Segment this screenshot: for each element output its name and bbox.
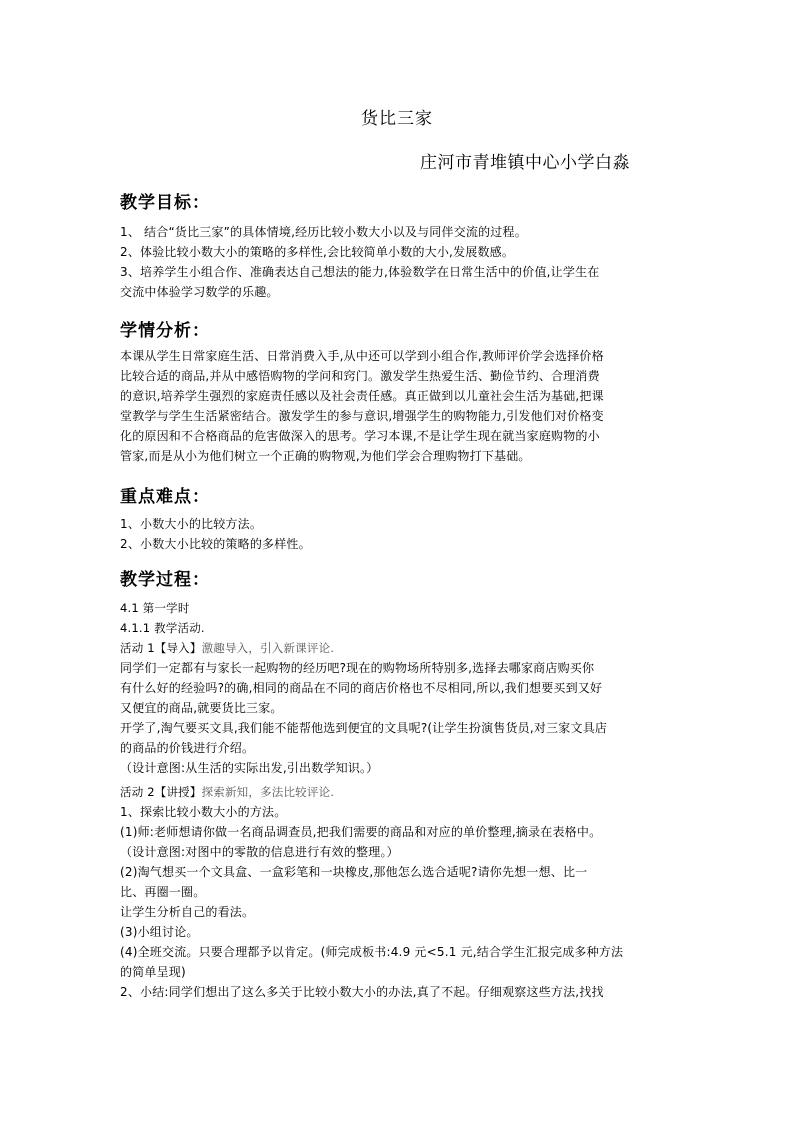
key-points-heading: 重点难点：: [120, 487, 210, 507]
key-point-line: 2、小数大小比较的策略的多样性。: [120, 537, 311, 551]
analysis-line: 堂教学与学生生活紧密结合。激发学生的参与意识,增强学生的购物能力,引发他们对价格变: [120, 409, 604, 423]
analysis-line: 比较合适的商品,并从中感悟购物的学问和窍门。激发学生热爱生活、勤俭节约、合理消费: [120, 369, 600, 383]
activity-1-tag: 激趣导入，引入新课评论.: [201, 641, 335, 655]
goals-line: 交流中体验学习数学的乐趣。: [120, 285, 279, 299]
activity-1-prefix: 活动 1【导入】: [120, 641, 202, 655]
activity-2-line: 2、小结:同学们想出了这么多关于比较小数大小的办法,真了不起。仔细观察这些方法,找找: [120, 985, 604, 999]
activity-2-line: 1、探索比较小数大小的方法。: [120, 805, 287, 819]
activity-2-body: [120, 802, 680, 1002]
activity-1-line: （设计意图:从生活的实际出发,引出数学知识。）: [120, 761, 379, 775]
analysis-heading: 学情分析：: [120, 321, 210, 341]
activity-2-line: (1)师:老师想请你做一名商品调查员,把我们需要的商品和对应的单价整理,摘录在表格中。: [120, 825, 602, 839]
activity-2-line: (2)淘气想买一个文具盒、一盒彩笔和一块橡皮,那他怎么选合适呢?请你先想一想、比一: [120, 865, 588, 879]
goals-heading: 教学目标：: [120, 193, 210, 213]
analysis-line: 管家,而是从小为他们树立一个正确的购物观,为他们学会合理购物打下基础。: [120, 449, 531, 463]
analysis-line: 的意识,培养学生强烈的家庭责任感以及社会责任感。真正做到以儿童社会生活为基础,把课: [120, 389, 604, 403]
activity-2-line: (3)小组讨论。: [120, 925, 199, 939]
document-title: 货比三家: [361, 109, 433, 129]
goals-line: 2、体验比较小数大小的策略的多样性,会比较简单小数的大小,发展数感。: [120, 245, 515, 259]
activity-number: 4.1.1 教学活动.: [120, 621, 205, 635]
lesson-number: 4.1 第一学时: [120, 601, 190, 615]
activity-2-tag: 探索新知，多法比较评论.: [201, 785, 335, 799]
activity-2-line: （设计意图:对图中的零散的信息进行有效的整理。）: [120, 845, 399, 859]
activity-2-line: 让学生分析自己的看法。: [120, 905, 255, 919]
activity-2-line: (4)全班交流。只要合理都予以肯定。(师完成板书:4.9 元<5.1 元,结合学生汇报完成多种方法: [120, 945, 624, 959]
activity-2-line: 比、再圈一圈。: [120, 885, 206, 899]
activity-2-heading: [120, 782, 680, 802]
activity-1-body: [120, 658, 680, 778]
goals-line: 3、培养学生小组合作、准确表达自己想法的能力,体验数学在日常生活中的价值,让学生在: [120, 265, 600, 279]
analysis-line: 本课从学生日常家庭生活、日常消费入手,从中还可以学到小组合作,教师评价学会选择价格: [120, 349, 604, 363]
goals-paragraph: [120, 222, 680, 302]
key-point-line: 1、小数大小的比较方法。: [120, 517, 263, 531]
activity-1-line: 有什么好的经验吗?的确,相同的商品在不同的商店价格也不尽相同,所以,我们想要买到又好: [120, 681, 603, 695]
activity-2-prefix: 活动 2【讲授】: [120, 785, 202, 799]
process-paragraph: [120, 598, 680, 658]
analysis-line: 化的原因和不合格商品的危害做深入的思考。学习本课,不是让学生现在就当家庭购物的小: [120, 429, 600, 443]
activity-1-line: 的商品的价钱进行介绍。: [120, 741, 255, 755]
goals-line: 1、 结合“货比三家”的具体情境,经历比较小数大小以及与同伴交流的过程。: [120, 225, 527, 239]
activity-2-line: 的简单呈现): [120, 965, 186, 979]
activity-1-line: 又便宜的商品,就要货比三家。: [120, 701, 283, 715]
activity-1-line: 同学们一定都有与家长一起购物的经历吧?现在的购物场所特别多,选择去哪家商店购买你: [120, 661, 595, 675]
key-points-paragraph: [120, 514, 680, 554]
activity-1-line: 开学了,淘气要买文具,我们能不能帮他选到便宜的文具呢?(让学生扮演售货员,对三家文具店: [120, 721, 608, 735]
author-line: 庄河市青堆镇中心小学白淼: [420, 153, 630, 173]
process-heading: 教学过程：: [120, 570, 210, 590]
analysis-paragraph: [120, 346, 680, 466]
activity-1-heading: [120, 638, 680, 658]
